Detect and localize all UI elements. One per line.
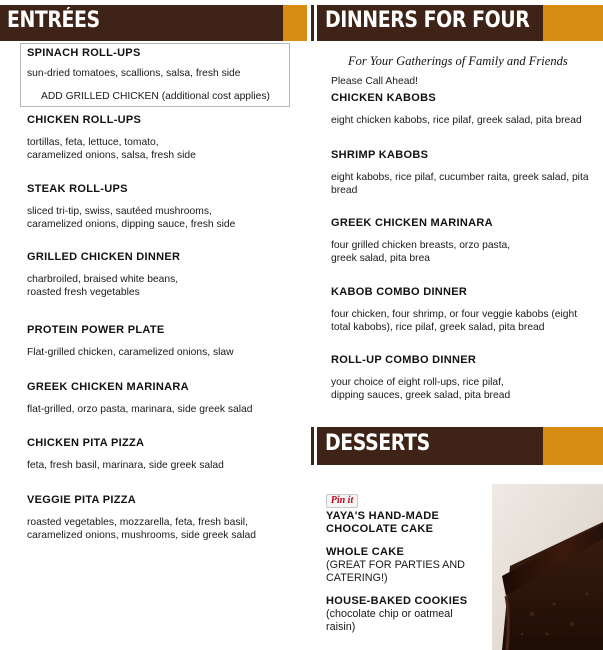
dinner-desc: four chicken, four shrimp, or four veggie kabobs (eight total kabobs), rice pilaf, greek salad, pita bread: [331, 309, 578, 333]
dinners-accent-bar: [543, 5, 603, 41]
entree-name: GRILLED CHICKEN DINNER: [27, 251, 181, 263]
entree-name: CHICKEN ROLL-UPS: [27, 114, 142, 126]
dinners-note: Please Call Ahead!: [331, 76, 419, 87]
entree-name: PROTEIN POWER PLATE: [27, 324, 165, 336]
entrees-title: ENTRÉES: [7, 8, 100, 33]
entree-desc: tortillas, feta, lettuce, tomato, caramelized onions, salsa, fresh side: [27, 137, 196, 161]
dessert-sub: (chocolate chip or oatmeal raisin): [326, 608, 453, 633]
dinner-desc: eight kabobs, rice pilaf, cucumber raita, greek salad, pita bread: [331, 172, 589, 196]
entree-desc: feta, fresh basil, marinara, side greek salad: [27, 460, 224, 471]
dessert-feature: YAYA'S HAND-MADE CHOCOLATE CAKE: [326, 510, 440, 535]
entree-desc: charbroiled, braised white beans, roasted fresh vegetables: [27, 274, 179, 298]
dessert-name: WHOLE CAKE: [326, 546, 405, 558]
entree-name: CHICKEN PITA PIZZA: [27, 437, 145, 449]
entree-desc: flat-grilled, orzo pasta, marinara, side greek salad: [27, 404, 253, 415]
entree-desc: sun-dried tomatoes, scallions, salsa, fresh side: [27, 68, 241, 79]
dinner-name: KABOB COMBO DINNER: [331, 286, 468, 298]
entree-desc: Flat-grilled chicken, caramelized onions, slaw: [27, 347, 234, 358]
pin-it-button[interactable]: Pin it: [326, 494, 358, 508]
entree-addon: ADD GRILLED CHICKEN (additional cost applies): [41, 91, 270, 102]
dinner-name: GREEK CHICKEN MARINARA: [331, 217, 493, 229]
dinner-desc: four grilled chicken breasts, orzo pasta, greek salad, pita brea: [331, 240, 511, 264]
dinner-desc: your choice of eight roll-ups, rice pilaf, dipping sauces, greek salad, pita bread: [331, 377, 511, 401]
desserts-accent-bar: [543, 427, 603, 465]
dinners-tagline: For Your Gatherings of Family and Friends: [348, 54, 568, 68]
dinner-desc: eight chicken kabobs, rice pilaf, greek salad, pita bread: [331, 115, 582, 126]
entree-name: GREEK CHICKEN MARINARA: [27, 381, 189, 393]
dinners-title: DINNERS FOR FOUR: [325, 8, 530, 33]
desserts-title: DESSERTS: [325, 431, 430, 456]
dessert-sub: (GREAT FOR PARTIES AND CATERING!): [326, 559, 465, 584]
entree-name: VEGGIE PITA PIZZA: [27, 494, 136, 506]
dinner-name: SHRIMP KABOBS: [331, 149, 429, 161]
dinners-banner-edge: [311, 5, 314, 41]
entree-desc: sliced tri-tip, swiss, sautéed mushrooms, caramelized onions, dipping sauce, fresh side: [27, 206, 236, 230]
entree-name: STEAK ROLL-UPS: [27, 183, 128, 195]
chocolate-cake-photo: [492, 484, 603, 650]
dinner-name: ROLL-UP COMBO DINNER: [331, 354, 477, 366]
entree-desc: roasted vegetables, mozzarella, feta, fresh basil, caramelized onions, mushrooms, side greek salad: [27, 517, 256, 541]
entree-name: SPINACH ROLL-UPS: [27, 47, 141, 59]
entrees-accent-bar: [283, 5, 307, 41]
dessert-name: HOUSE-BAKED COOKIES: [326, 595, 468, 607]
desserts-banner-edge: [311, 427, 314, 465]
dinner-name: CHICKEN KABOBS: [331, 92, 437, 104]
